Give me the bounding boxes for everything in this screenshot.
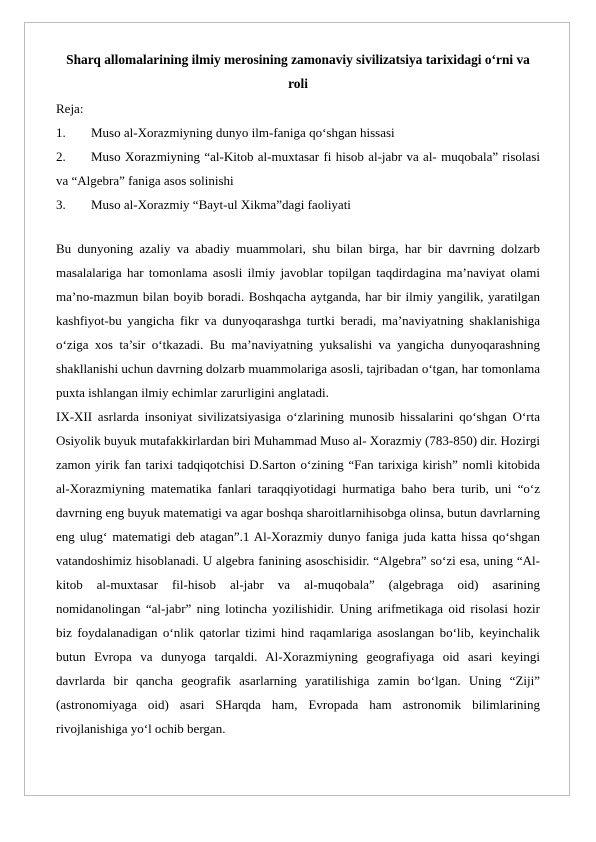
- plan-item: [56, 193, 540, 217]
- blank-line: [56, 217, 540, 237]
- plan-item-number: 1.: [56, 125, 66, 140]
- plan-heading: Reja:: [56, 101, 84, 116]
- body-paragraph: IX-XII asrlarda insoniyat sivilizatsiyasiga o‘zlarining munosib hissalarini qo‘shgan O‘rta Osiyolik buyuk mutafakkirlardan biri Muhammad Muso al- Xorazmiy (783-850) dir. Hozirgi zamon yirik fan tarixi tadqiqotchisi D.Sarton o‘zining “Fan tarixiga kirish” nomli kitobida al-Xorazmiyning matematika fanlari taraqqiyotidagi hurmatiga baho bera turib, uni “o‘z davrning eng buyuk matematigi va agar boshqa sharoitlarnihisobga olinsa, butun davrlarning eng ulug‘ matematigi deb atagan”.1 Al-Xorazmiy dunyo faniga juda katta hissa qo‘shgan vatandoshimiz hisoblanadi. U algebra fanining asoschisidir. “Algebra” so‘zi esa, uning “Al-kitob al-muxtasar fil-hisob al-jabr va al-muqobala” (algebraga oid) asarining nomidanolingan “al-jabr” ning lotincha yozilishidir. Uning arifmetikaga oid risolasi hozir biz foydalanadigan o‘nlik qatorlar tizimi hind raqamlariga asoslangan bo‘lib, keyinchalik butun Evropa va dunyoga tarqaldi. Al-Xorazmiyning geografiyaga oid asari keyingi davrlarda bir qancha geografik asarlarning yaratilishiga zamin bo‘lgan. Uning “Ziji” (astronomiyaga oid) asari SHarqda ham, Evropada ham astronomik bilimlarining rivojlanishiga yo‘l ochib bergan.: [56, 409, 540, 736]
- plan-item-text: Muso al-Xorazmiy “Bayt-ul Xikma”dagi faoliyati: [91, 197, 351, 212]
- plan-item-text: Muso al-Xorazmiyning dunyo ilm-faniga qo‘shgan hissasi: [91, 125, 395, 140]
- document-content: [56, 48, 540, 741]
- body-paragraph: Bu dunyoning azaliy va abadiy muammolari, shu bilan birga, har bir davrning dolzarb masalalariga har tomonlama asosli ilmiy javoblar topilgan taqdirdagina ma’naviyat olami ma’no-mazmun bilan boyib boradi. Boshqacha aytganda, har bir ilmiy yangilik, yaratilgan kashfiyot-bu yangicha fikr va dunyoqarashga turtki beradi, ma’naviyatning shaklanishiga o‘ziga xos ta’sir o‘tkazadi. Bu ma’naviyatning yuksalishi va yangicha dunyoqarashning shakllanishi uchun davrning dolzarb muammolariga asosli, tajribadan o‘tgan, har tomonlama puxta ishlangan ilmiy echimlar zarurligini anglatadi.: [56, 241, 540, 400]
- plan-item-text: Muso Xorazmiyning “al-Kitob al-muxtasar fi hisob al-jabr va al- muqobala” risolasi va “Algebra” faniga asos solinishi: [56, 149, 540, 188]
- plan-item-number: 2.: [56, 149, 66, 164]
- document-title: Sharq allomalarining ilmiy merosining zamonaviy sivilizatsiya tarixidagi o‘rni va roli: [66, 52, 530, 91]
- plan-item: [56, 121, 540, 145]
- plan-item-number: 3.: [56, 197, 66, 212]
- plan-item: [56, 145, 540, 193]
